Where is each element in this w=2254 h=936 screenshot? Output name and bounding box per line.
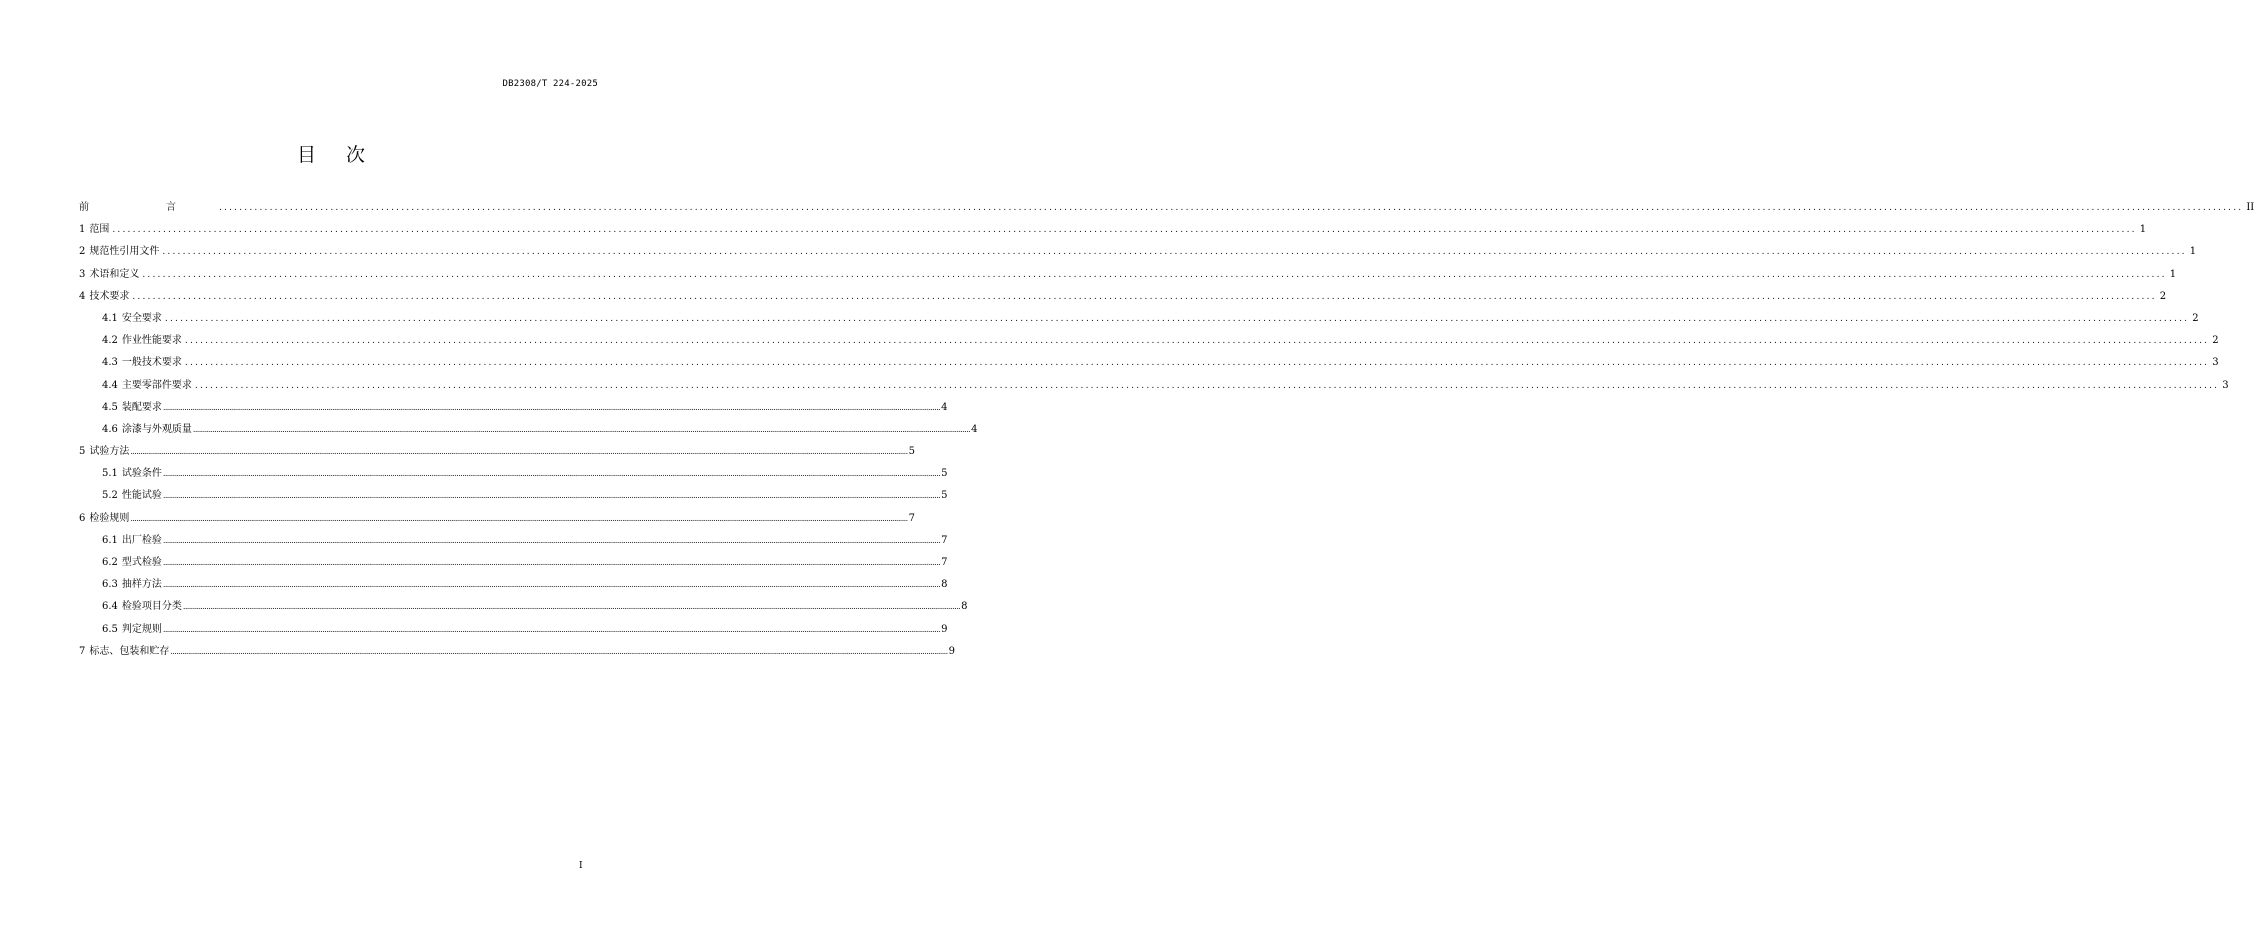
toc-entry[interactable] [79,623,948,645]
toc-leader-dots: ................................................................................................................................................................................................................................................................................................................................................................................................................ [162,247,2187,258]
toc-entry-number: 4 [79,290,86,302]
toc-entry-number: 2 [79,246,86,258]
toc-entry-page: 1 [2139,224,2147,236]
toc-leader-dots: ................................................................................................................................................................................................................................................................................................................................................................................................................ [182,602,961,612]
toc-entry-number: 1 [79,224,86,236]
toc-entry-label: 检验项目分类 [121,601,182,613]
toc-leader-dots: ................................................................................................................................................................................................................................................................................................................................................................................................................ [162,491,941,501]
toc-entry-number: 5 [79,446,86,458]
toc-entry-number: 4.1 [102,312,118,324]
toc-entry-label: 前 言 [79,202,216,213]
toc-entry-label: 抽样方法 [121,579,162,591]
toc-entry-label: 判定规则 [121,623,162,635]
toc-entry[interactable] [79,600,968,622]
toc-leader-dots: ................................................................................................................................................................................................................................................................................................................................................................................................................ [162,624,941,634]
toc-leader-dots: ................................................................................................................................................................................................................................................................................................................................................................................................................ [162,580,941,590]
toc-leader-dots: ................................................................................................................................................................................................................................................................................................................................................................................................................ [130,447,908,457]
toc-leader-dots: ................................................................................................................................................................................................................................................................................................................................................................................................................ [170,646,948,656]
toc-entry[interactable] [79,401,948,423]
toc-entry-page: 4 [971,423,978,435]
toc-entry-page: 3 [2222,379,2229,391]
toc-entry-number: 6.4 [102,601,118,613]
toc-entry-label: 一般技术要求 [121,357,182,369]
toc-entry-number: 6.1 [102,534,118,546]
toc-entry-page: 2 [2212,335,2219,347]
toc-entry-number: 6.3 [102,579,118,591]
toc-entry-page: 9 [948,645,955,657]
toc-entry[interactable] [79,645,955,667]
toc-entry-number: 6.5 [102,623,118,635]
toc-entry[interactable] [79,445,915,467]
toc-entry-page: 3 [2212,357,2219,369]
toc-entry-number: 7 [79,645,86,657]
toc-leader-dots: ................................................................................................................................................................................................................................................................................................................................................................................................................ [192,424,971,434]
toc-leader-dots: ................................................................................................................................................................................................................................................................................................................................................................................................................ [184,336,2210,347]
toc-entry-number: 4.5 [102,401,118,413]
toc-entry-number: 5.1 [102,468,118,480]
toc-leader-dots: ................................................................................................................................................................................................................................................................................................................................................................................................................ [132,291,2157,302]
toc-entry-label: 涂漆与外观质量 [121,423,192,435]
toc-entry[interactable] [79,334,2219,356]
toc-entry[interactable] [79,556,948,578]
toc-entry-number: 4.6 [102,423,118,435]
toc-entry[interactable] [79,489,948,511]
document-code: DB2308/T 224-2025 [502,79,598,89]
toc-leader-dots: ................................................................................................................................................................................................................................................................................................................................................................................................................ [164,313,2190,324]
toc-entry[interactable] [79,201,2254,223]
toc-leader-dots: ................................................................................................................................................................................................................................................................................................................................................................................................................ [142,269,2167,280]
toc-title [0,140,662,167]
toc-entry[interactable] [79,534,948,556]
toc-entry[interactable] [79,423,978,445]
toc-entry-page: 8 [941,579,948,591]
table-of-contents [79,201,2254,667]
toc-entry-page: 2 [2192,312,2199,324]
toc-entry-page: 8 [961,601,968,613]
toc-entry-number: 6 [79,512,86,524]
toc-entry-number: 4.3 [102,357,118,369]
toc-entry-page: 1 [2169,268,2177,280]
toc-entry[interactable] [79,245,2197,267]
toc-leader-dots: ................................................................................................................................................................................................................................................................................................................................................................................................................ [162,535,941,545]
toc-entry-label: 出厂检验 [121,534,162,546]
toc-leader-dots: ................................................................................................................................................................................................................................................................................................................................................................................................................ [112,225,2137,236]
toc-entry-label: 规范性引用文件 [89,246,160,258]
toc-entry-page: II [2246,202,2254,213]
toc-leader-dots: ................................................................................................................................................................................................................................................................................................................................................................................................................ [184,358,2210,369]
toc-entry-number: 4.4 [102,379,118,391]
toc-entry[interactable] [79,356,2219,378]
toc-entry-label: 试验方法 [89,446,130,458]
toc-entry-number: 3 [79,268,86,280]
toc-leader-dots: ................................................................................................................................................................................................................................................................................................................................................................................................................ [162,402,941,412]
toc-leader-dots: ................................................................................................................................................................................................................................................................................................................................................................................................................ [130,513,908,523]
toc-entry-number: 6.2 [102,557,118,568]
toc-entry-label: 试验条件 [121,468,162,480]
toc-entry-number: 4.2 [102,335,118,347]
toc-entry-label: 装配要求 [121,401,162,413]
toc-entry-page: 5 [941,468,948,480]
toc-entry-number: 5.2 [102,490,118,502]
toc-entry[interactable] [79,379,2229,401]
toc-entry-label: 安全要求 [121,312,162,324]
toc-entry-page: 9 [941,623,948,635]
toc-leader-dots: ................................................................................................................................................................................................................................................................................................................................................................................................................ [162,469,941,479]
toc-entry-label: 范围 [89,224,110,236]
toc-entry-label: 标志、包装和贮存 [89,645,170,657]
toc-entry-label: 性能试验 [121,490,162,502]
toc-entry-page: 4 [941,401,948,413]
toc-entry[interactable] [79,467,948,489]
toc-entry-label: 技术要求 [89,290,130,302]
toc-leader-dots: ................................................................................................................................................................................................................................................................................................................................................................................................................ [162,558,941,567]
toc-entry-page: 7 [908,512,915,524]
toc-entry-label: 术语和定义 [89,268,140,280]
toc-entry[interactable] [79,223,2147,245]
toc-title-char-2: 次 [346,144,366,166]
toc-leader-dots: ................................................................................................................................................................................................................................................................................................................................................................................................................ [219,203,2244,213]
toc-title-char-1: 目 [296,144,316,166]
toc-entry-page: 1 [2189,246,2197,258]
toc-entry-page: 7 [941,557,948,568]
toc-entry-page: 2 [2159,290,2167,302]
page-number: I [579,861,583,871]
toc-entry[interactable] [79,290,2167,312]
toc-entry-label: 主要零部件要求 [121,379,192,391]
toc-entry[interactable] [79,578,948,600]
toc-entry-label: 型式检验 [121,557,162,568]
toc-entry-label: 作业性能要求 [121,335,182,347]
toc-entry-page: 5 [908,446,915,458]
toc-entry-page: 7 [941,534,948,546]
toc-entry-page: 5 [941,490,948,502]
toc-entry-label: 检验规则 [89,512,130,524]
toc-entry[interactable] [79,512,915,534]
toc-leader-dots: ................................................................................................................................................................................................................................................................................................................................................................................................................ [194,380,2220,391]
toc-entry[interactable] [79,312,2199,334]
toc-entry[interactable] [79,268,2177,290]
